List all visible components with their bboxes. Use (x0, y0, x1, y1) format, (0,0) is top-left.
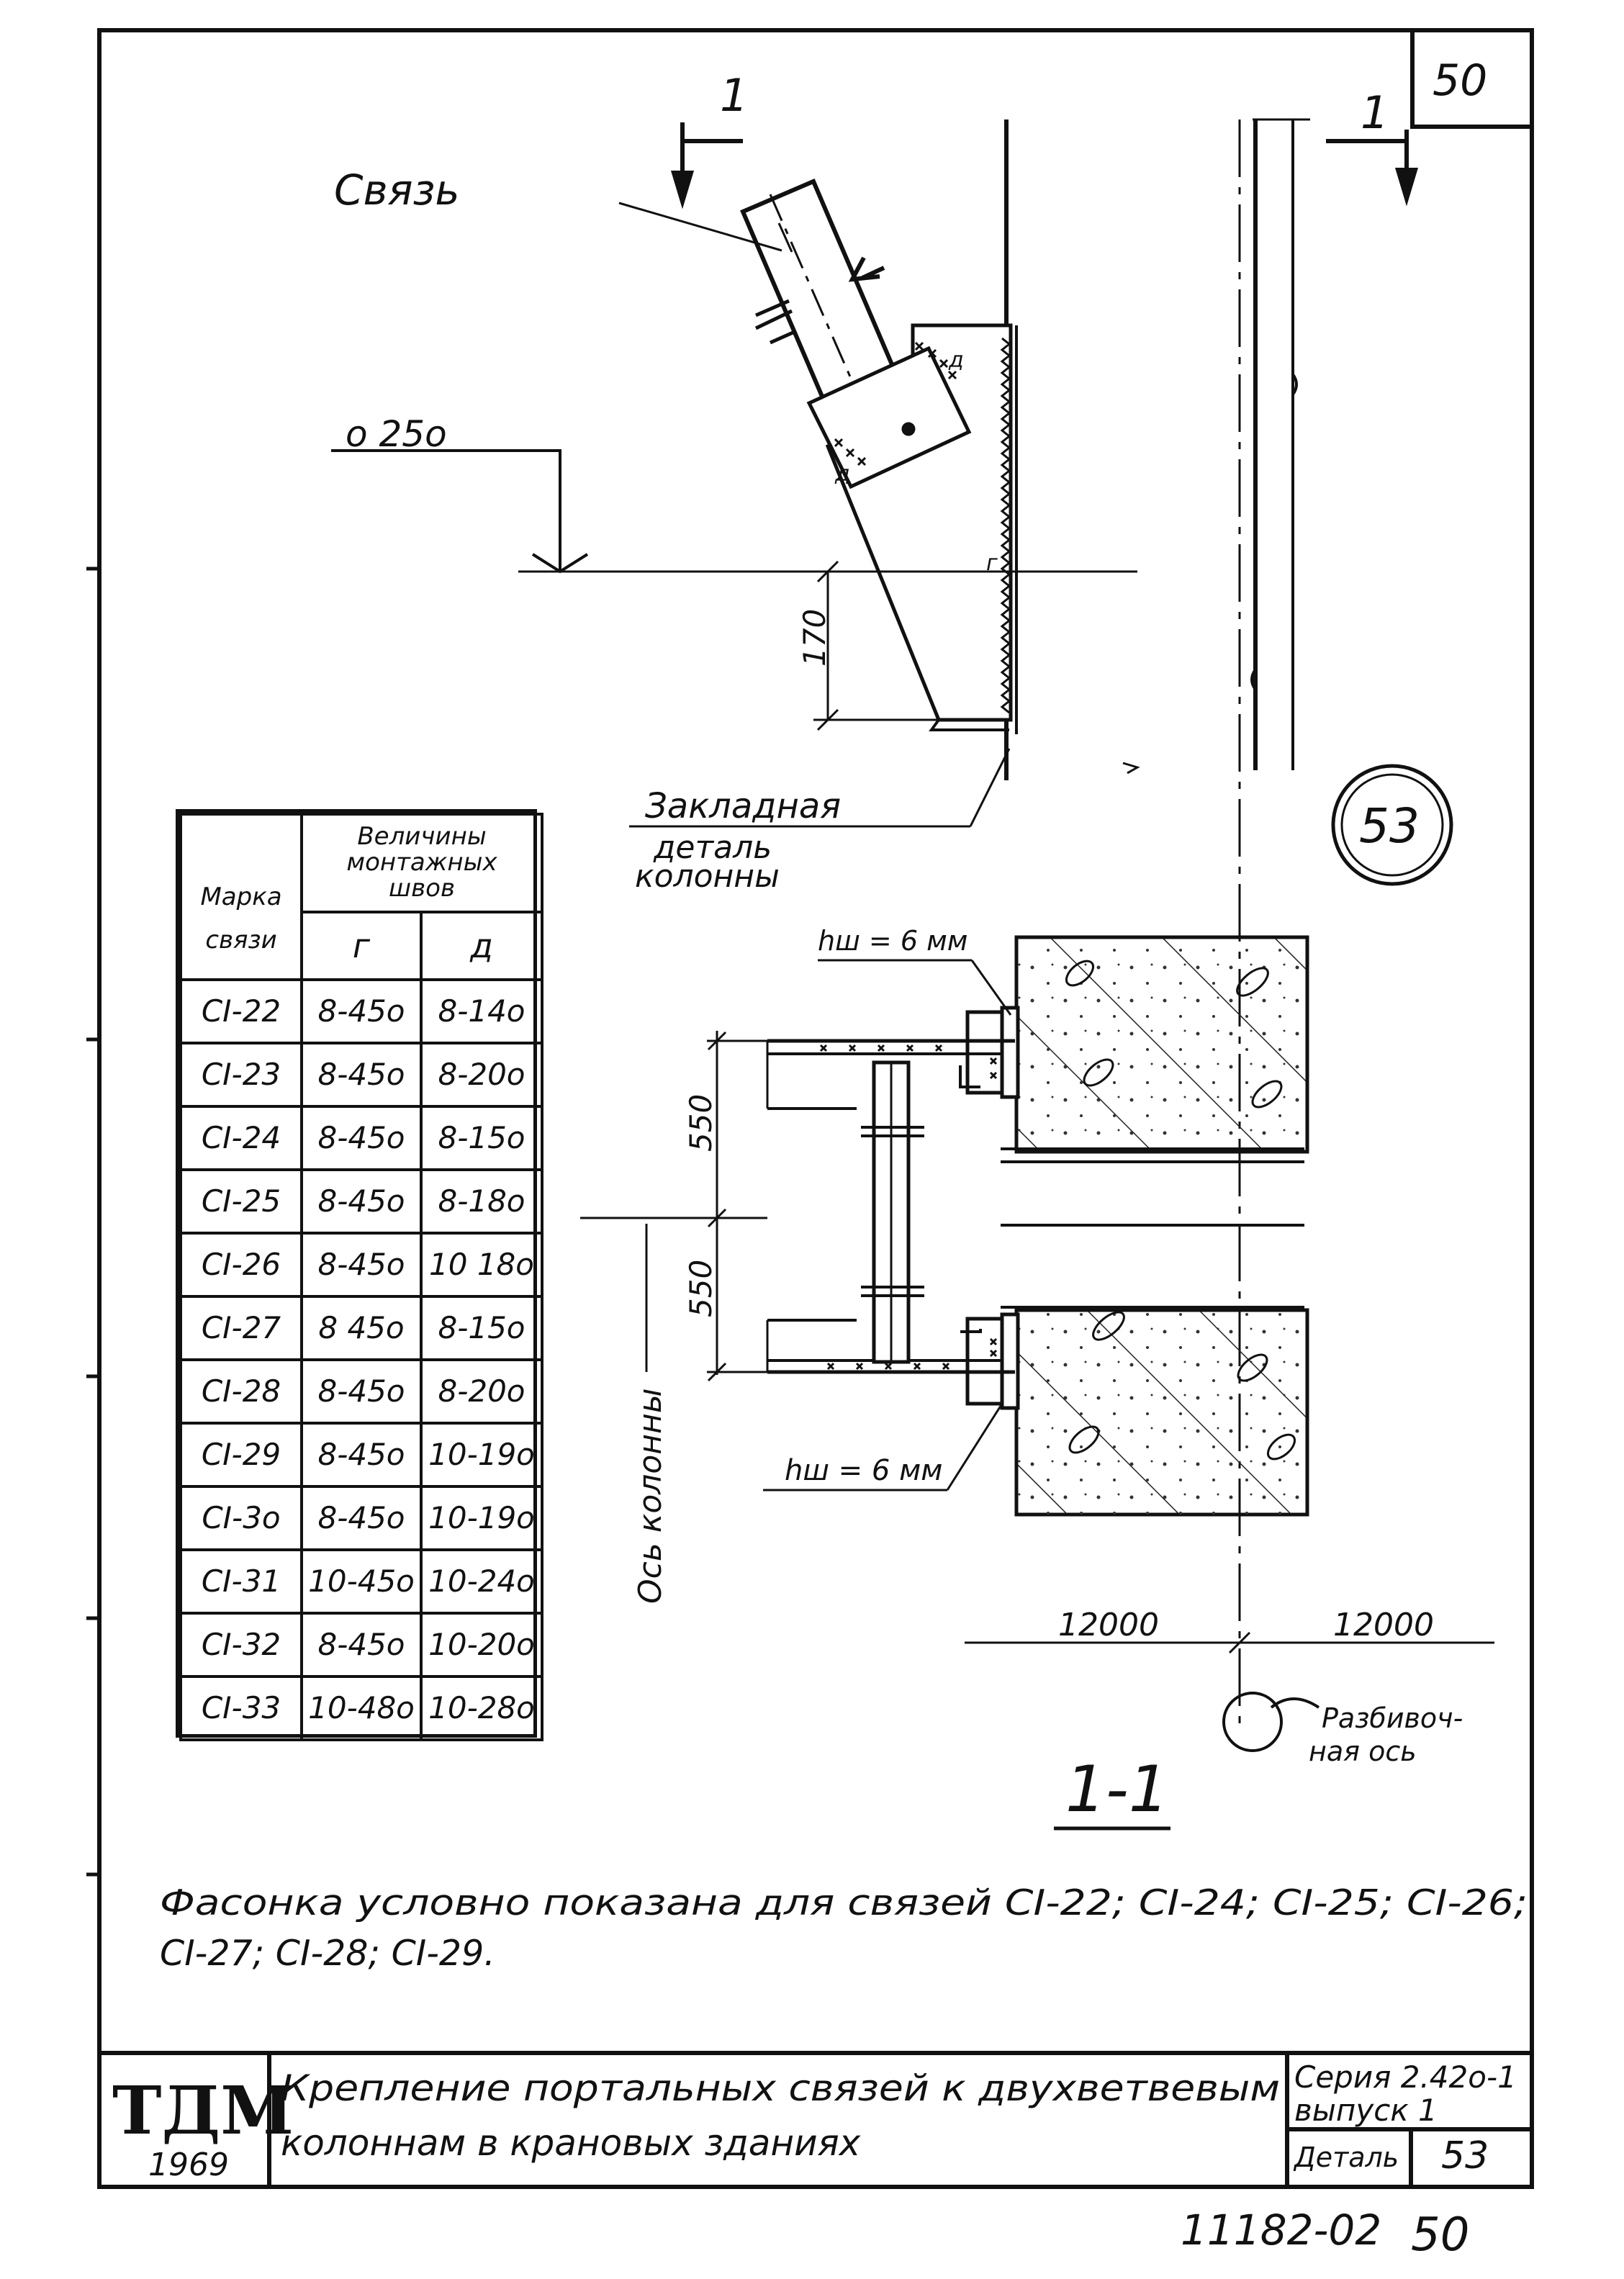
weld-top-label: hш = 6 мм (818, 925, 968, 957)
table-row (181, 1360, 542, 1423)
row-g: 8 45о (302, 1296, 421, 1360)
header-mark-line-2: связи (205, 926, 277, 955)
section-mark-left-label: 1 (720, 69, 749, 122)
table-row (181, 1423, 542, 1486)
table-row (181, 1613, 542, 1676)
weld-d-label-bottom: д (835, 461, 850, 487)
row-g: 8-45о (302, 1106, 421, 1170)
series-line-1: Серия 2.42о-1 (1294, 2059, 1517, 2095)
row-mark: CI-31 (181, 1550, 302, 1613)
row-d: 10-28о (421, 1676, 542, 1740)
header-values-line-3: швов (389, 873, 455, 903)
table-header-values (302, 814, 542, 912)
elevation-label: о 25о (346, 413, 447, 455)
sheet-number-footer: 50 (1411, 2208, 1470, 2262)
row-d: 10-19о (421, 1486, 542, 1550)
row-mark: CI-3о (181, 1486, 302, 1550)
row-mark: CI-28 (181, 1360, 302, 1423)
grid-axis-label-1: Разбивоч- (1322, 1702, 1463, 1734)
section-mark-left (674, 122, 743, 202)
row-mark: CI-22 (181, 980, 302, 1043)
detail-number: 53 (1441, 2134, 1489, 2178)
series-line-2: выпуск 1 (1294, 2093, 1438, 2128)
row-d: 8-14о (421, 980, 542, 1043)
table-row (181, 1043, 542, 1106)
row-mark: CI-33 (181, 1676, 302, 1740)
row-g: 8-45о (302, 1423, 421, 1486)
row-g: 8-45о (302, 1360, 421, 1423)
weld-bottom-label: hш = 6 мм (785, 1454, 943, 1487)
embedded-plates (967, 1008, 1018, 1408)
row-g: 8-45о (302, 1170, 421, 1233)
table-row (181, 1296, 542, 1360)
embedded-label-3: колонны (635, 858, 780, 895)
table-col-g: г (302, 912, 421, 980)
note-line-2: CI-27; CI-28; CI-29. (160, 1933, 495, 1974)
row-d: 8-15о (421, 1296, 542, 1360)
page-number: 50 (1433, 55, 1488, 106)
detail-circle (1333, 766, 1451, 884)
row-g: 8-45о (302, 1486, 421, 1550)
span-left-label: 12000 (1058, 1607, 1159, 1643)
row-d: 8-18о (421, 1170, 542, 1233)
table-col-d: д (421, 912, 542, 980)
row-mark: CI-27 (181, 1296, 302, 1360)
page-number-box (1412, 30, 1532, 127)
grid-axis-label-2: ная ось (1309, 1736, 1417, 1767)
section-mark-right-label: 1 (1361, 86, 1389, 139)
title-line-1: Крепление портальных связей к двухветвевым (281, 2067, 1281, 2109)
column-axis-label: Ось колонны (632, 1388, 669, 1604)
row-d: 8-15о (421, 1106, 542, 1170)
row-d: 10-19о (421, 1423, 542, 1486)
header-mark-line-1: Марка (200, 883, 282, 911)
row-g: 10-48о (302, 1676, 421, 1740)
dim-550 (580, 1031, 767, 1381)
row-d: 10 18о (421, 1233, 542, 1296)
svyaz-label: Связь (334, 166, 460, 215)
tdm-logo: ТДМ (112, 2072, 294, 2149)
row-g: 8-45о (302, 980, 421, 1043)
header-values-line-2: монтажных (346, 848, 497, 877)
detail-label: Деталь (1294, 2142, 1399, 2173)
row-g: 8-45о (302, 1043, 421, 1106)
grid-axis-bubble (1224, 1693, 1319, 1751)
row-mark: CI-24 (181, 1106, 302, 1170)
header-values-line-1: Величины (357, 822, 487, 852)
section-mark-right (1326, 130, 1415, 199)
table-row (181, 1550, 542, 1613)
embedded-label-2: деталь (654, 829, 772, 866)
row-d: 8-20о (421, 1043, 542, 1106)
row-mark: CI-26 (181, 1233, 302, 1296)
title-year: 1969 (148, 2147, 229, 2183)
note-line-1: Фасонка условно показана для связей CI-22; CI-24; CI-25; CI-26; (160, 1882, 1528, 1923)
row-g: 8-45о (302, 1233, 421, 1296)
dim-550-bottom-label: 550 (683, 1259, 718, 1317)
embedded-label-1: Закладная (645, 786, 842, 826)
weld-d-label-top: д (949, 348, 964, 373)
table-row (181, 1486, 542, 1550)
row-mark: CI-29 (181, 1423, 302, 1486)
column-branch-lines (1001, 1149, 1304, 1307)
table-row (181, 1233, 542, 1296)
column-elevation (1006, 119, 1310, 780)
span-right-label: 12000 (1333, 1607, 1434, 1643)
row-mark: CI-25 (181, 1170, 302, 1233)
row-mark: CI-23 (181, 1043, 302, 1106)
dim-550-top-label: 550 (683, 1093, 718, 1152)
weld-size-table (176, 809, 537, 1738)
dim-170-label: 170 (797, 608, 832, 667)
row-g: 8-45о (302, 1613, 421, 1676)
table-row (181, 1170, 542, 1233)
weld-g-label: г (986, 551, 998, 576)
table-row (181, 1106, 542, 1170)
table-row (181, 1676, 542, 1740)
detail-circle-number: 53 (1359, 798, 1420, 854)
title-line-2: колоннам в крановых зданиях (281, 2122, 861, 2164)
row-mark: CI-32 (181, 1613, 302, 1676)
row-d: 8-20о (421, 1360, 542, 1423)
table-row (181, 980, 542, 1043)
row-g: 10-45о (302, 1550, 421, 1613)
table-header-mark (181, 814, 302, 980)
row-d: 10-20о (421, 1613, 542, 1676)
row-d: 10-24о (421, 1550, 542, 1613)
doc-number: 11182-02 (1181, 2206, 1382, 2255)
section-title: 1-1 (1065, 1752, 1169, 1826)
